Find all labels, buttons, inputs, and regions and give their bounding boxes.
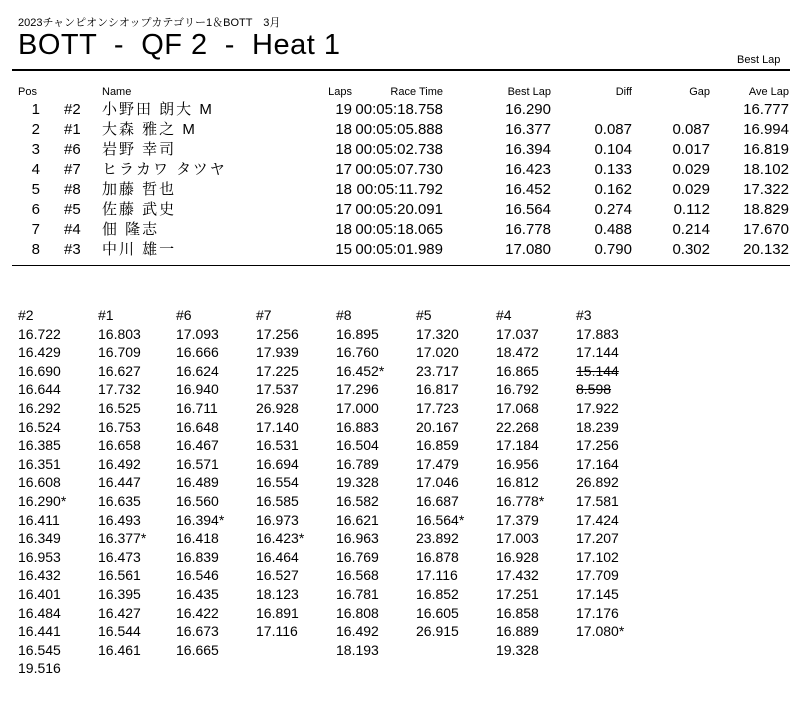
lap-time: 16.753 xyxy=(98,418,141,435)
lap-time: 16.385 xyxy=(18,437,61,454)
lap-time: 16.895 xyxy=(336,325,379,342)
page-title: BOTT - QF 2 - Heat 1 xyxy=(18,29,341,61)
lap-time: 26.928 xyxy=(256,399,299,416)
lap-time: 17.093 xyxy=(176,325,219,342)
lap-time: 16.690 xyxy=(18,362,61,379)
lap-column xyxy=(576,306,656,678)
lap-time: 16.789 xyxy=(336,455,379,472)
result-race-time: 00:05:18.758 xyxy=(355,101,443,118)
lap-time: 16.709 xyxy=(98,344,141,361)
col-header-diff: Diff xyxy=(615,86,632,98)
lap-time: 16.411 xyxy=(18,511,60,528)
result-best-lap: 16.452 xyxy=(505,181,551,198)
col-header-laps: Laps xyxy=(328,86,352,98)
result-gap: 0.112 xyxy=(673,201,710,218)
lap-time: 16.560 xyxy=(176,492,219,509)
result-laps: 18 xyxy=(335,181,352,198)
lap-time: 18.193 xyxy=(336,641,379,658)
result-row xyxy=(0,220,800,240)
results-table xyxy=(0,86,800,260)
lap-time: 16.464 xyxy=(256,548,299,565)
lap-time: 16.571 xyxy=(176,455,219,472)
result-ave-lap: 17.670 xyxy=(743,221,789,238)
lap-time: 17.116 xyxy=(416,567,458,584)
result-gap: 0.029 xyxy=(672,161,710,178)
lap-time: 18.472 xyxy=(496,344,539,361)
result-race-time: 00:05:11.792 xyxy=(356,181,443,198)
lap-time: 17.144 xyxy=(576,344,619,361)
lap-time: 17.020 xyxy=(416,344,459,361)
results-body xyxy=(0,100,800,260)
result-laps: 19 xyxy=(335,101,352,118)
lap-time: 17.003 xyxy=(496,530,539,547)
lap-time: 20.167 xyxy=(416,418,459,435)
lap-time: 16.377* xyxy=(98,530,147,547)
lap-time: 16.803 xyxy=(98,325,141,342)
lap-time: 17.939 xyxy=(256,344,299,361)
lap-time: 16.554 xyxy=(256,474,299,491)
result-row xyxy=(0,140,800,160)
result-laps: 18 xyxy=(335,121,352,138)
result-laps: 17 xyxy=(335,201,352,218)
result-kart-number: #5 xyxy=(64,201,81,218)
lap-column-header: #7 xyxy=(256,307,272,323)
lap-time: 19.516 xyxy=(18,660,61,677)
result-laps: 15 xyxy=(335,241,352,258)
lap-time: 16.531 xyxy=(256,437,299,454)
lap-time: 17.424 xyxy=(576,511,619,528)
lap-time: 17.581 xyxy=(576,492,619,509)
lap-time: 17.883 xyxy=(576,325,619,342)
lap-time: 16.545 xyxy=(18,641,61,658)
lap-column-header: #3 xyxy=(576,307,592,323)
result-laps: 18 xyxy=(335,221,352,238)
lap-time: 16.561 xyxy=(98,567,141,584)
lap-time: 16.467 xyxy=(176,437,219,454)
lap-time: 16.760 xyxy=(336,344,379,361)
lap-time: 16.673 xyxy=(176,623,219,640)
lap-time: 16.963 xyxy=(336,530,379,547)
lap-time: 16.492 xyxy=(98,455,141,472)
result-diff: 0.488 xyxy=(594,221,632,238)
lap-time: 17.732 xyxy=(98,381,141,398)
lap-time: 16.447 xyxy=(98,474,141,491)
lap-time: 17.116 xyxy=(256,623,298,640)
lap-time: 17.080* xyxy=(576,623,625,640)
result-race-time: 00:05:07.730 xyxy=(355,161,443,178)
results-divider xyxy=(12,265,790,266)
col-header-ave-lap: Ave Lap xyxy=(748,86,789,98)
result-driver-name: 佃 隆志 xyxy=(102,221,160,238)
result-pos: 6 xyxy=(31,201,40,218)
result-driver-name: 岩野 幸司 xyxy=(102,141,177,158)
lap-time: 16.778* xyxy=(496,492,545,509)
lap-time: 19.328 xyxy=(336,474,379,491)
result-ave-lap: 18.829 xyxy=(743,201,789,218)
result-driver-name: 小野田 朗大 M xyxy=(102,101,214,118)
lap-time: 17.723 xyxy=(416,399,459,416)
lap-time: 23.717 xyxy=(416,362,459,379)
result-best-lap: 16.564 xyxy=(505,201,551,218)
lap-time: 16.635 xyxy=(98,492,141,509)
lap-time: 16.527 xyxy=(256,567,299,584)
lap-time: 16.940 xyxy=(176,381,219,398)
result-row xyxy=(0,200,800,220)
lap-time: 16.711 xyxy=(176,399,218,416)
lap-time: 16.504 xyxy=(336,437,379,454)
result-best-lap: 16.290 xyxy=(505,101,551,118)
lap-times-grid xyxy=(18,306,656,678)
lap-time: 17.709 xyxy=(576,567,619,584)
lap-time: 16.432 xyxy=(18,567,61,584)
result-kart-number: #1 xyxy=(64,121,81,138)
result-diff: 0.790 xyxy=(594,241,632,258)
result-driver-name: 加藤 哲也 xyxy=(102,181,177,198)
lap-time: 16.473 xyxy=(98,548,141,565)
lap-time: 17.379 xyxy=(496,511,539,528)
result-driver-name: 佐藤 武史 xyxy=(102,201,177,218)
lap-time: 16.883 xyxy=(336,418,379,435)
lap-time: 17.432 xyxy=(496,567,539,584)
lap-time: 16.817 xyxy=(416,381,459,398)
lap-time: 17.046 xyxy=(416,474,459,491)
lap-time: 16.546 xyxy=(176,567,219,584)
lap-column xyxy=(336,306,416,678)
lap-time: 17.102 xyxy=(576,548,619,565)
lap-time: 16.769 xyxy=(336,548,379,565)
lap-column-header: #4 xyxy=(496,307,512,323)
result-kart-number: #2 xyxy=(64,101,81,118)
lap-time: 16.694 xyxy=(256,455,299,472)
best-lap-label: Best Lap xyxy=(737,54,781,66)
result-gap: 0.017 xyxy=(672,141,710,158)
result-kart-number: #7 xyxy=(64,161,81,178)
lap-time: 26.892 xyxy=(576,474,619,491)
result-gap: 0.302 xyxy=(672,241,710,258)
header-divider xyxy=(12,69,790,71)
lap-column xyxy=(176,306,256,678)
result-pos: 5 xyxy=(31,181,40,198)
lap-time: 17.207 xyxy=(576,530,619,547)
lap-time: 16.349 xyxy=(18,530,61,547)
result-row xyxy=(0,180,800,200)
lap-time: 16.808 xyxy=(336,604,379,621)
lap-time: 16.351 xyxy=(18,455,61,472)
lap-time: 16.401 xyxy=(18,585,61,602)
lap-time: 16.608 xyxy=(18,474,61,491)
lap-time: 16.441 xyxy=(18,623,61,640)
lap-time: 16.973 xyxy=(256,511,299,528)
lap-time: 16.395 xyxy=(98,585,141,602)
lap-time: 18.239 xyxy=(576,418,619,435)
lap-time: 16.564* xyxy=(416,511,465,528)
lap-time: 16.839 xyxy=(176,548,219,565)
lap-column xyxy=(98,306,176,678)
lap-time: 17.256 xyxy=(576,437,619,454)
lap-time: 16.658 xyxy=(98,437,141,454)
result-pos: 1 xyxy=(31,101,40,118)
lap-time: 17.537 xyxy=(256,381,299,398)
lap-time: 16.429 xyxy=(18,344,61,361)
col-header-best-lap: Best Lap xyxy=(507,86,551,98)
lap-column xyxy=(416,306,496,678)
lap-time: 16.544 xyxy=(98,623,141,640)
result-ave-lap: 16.994 xyxy=(743,121,789,138)
result-laps: 18 xyxy=(335,141,352,158)
lap-time: 17.000 xyxy=(336,399,379,416)
result-kart-number: #6 xyxy=(64,141,81,158)
lap-time: 16.418 xyxy=(176,530,219,547)
lap-time-struck: 8.598 xyxy=(576,381,612,398)
result-pos: 7 xyxy=(31,221,40,238)
result-diff: 0.133 xyxy=(594,161,632,178)
result-ave-lap: 18.102 xyxy=(743,161,789,178)
lap-time: 16.484 xyxy=(18,604,61,621)
lap-time: 19.328 xyxy=(496,641,539,658)
lap-time: 16.422 xyxy=(176,604,219,621)
result-gap: 0.214 xyxy=(672,221,710,238)
results-header-row xyxy=(0,86,800,100)
lap-time: 16.524 xyxy=(18,418,61,435)
result-kart-number: #3 xyxy=(64,241,81,258)
result-diff: 0.162 xyxy=(594,181,632,198)
lap-time: 16.452* xyxy=(336,362,385,379)
lap-time: 16.582 xyxy=(336,492,379,509)
lap-time: 17.164 xyxy=(576,455,619,472)
lap-time: 16.492 xyxy=(336,623,379,640)
lap-column-header: #1 xyxy=(98,307,114,323)
result-race-time: 00:05:18.065 xyxy=(355,221,443,238)
lap-time: 16.687 xyxy=(416,492,459,509)
result-race-time: 00:05:02.738 xyxy=(355,141,443,158)
lap-column-header: #2 xyxy=(18,307,34,323)
result-pos: 8 xyxy=(31,241,40,258)
result-race-time: 00:05:20.091 xyxy=(355,201,443,218)
col-header-race-time: Race Time xyxy=(390,86,443,98)
lap-time: 16.493 xyxy=(98,511,141,528)
lap-time: 16.621 xyxy=(336,511,379,528)
result-ave-lap: 20.132 xyxy=(743,241,789,258)
lap-time: 16.461 xyxy=(98,641,141,658)
lap-time: 17.176 xyxy=(576,604,619,621)
col-header-pos: Pos xyxy=(18,86,37,98)
lap-column xyxy=(256,306,336,678)
result-pos: 3 xyxy=(31,141,40,158)
lap-time: 16.722 xyxy=(18,325,61,342)
lap-time: 16.525 xyxy=(98,399,141,416)
result-gap: 0.087 xyxy=(672,121,710,138)
lap-time: 16.956 xyxy=(496,455,539,472)
lap-time: 16.585 xyxy=(256,492,299,509)
result-best-lap: 16.377 xyxy=(505,121,551,138)
result-best-lap: 17.080 xyxy=(505,241,551,258)
lap-time: 16.792 xyxy=(496,381,539,398)
lap-time: 16.394* xyxy=(176,511,225,528)
lap-time: 26.915 xyxy=(416,623,459,640)
lap-time: 16.627 xyxy=(98,362,141,379)
lap-column xyxy=(496,306,576,678)
result-row xyxy=(0,160,800,180)
result-gap: 0.029 xyxy=(672,181,710,198)
lap-column-header: #5 xyxy=(416,307,432,323)
result-driver-name: ヒラカワ タツヤ xyxy=(102,161,227,178)
result-race-time: 00:05:05.888 xyxy=(355,121,443,138)
lap-time: 16.953 xyxy=(18,548,61,565)
lap-time: 16.928 xyxy=(496,548,539,565)
page-subtitle: 2023チャンピオンシオップカテゴリー1＆BOTT 3月 xyxy=(18,17,281,29)
lap-time: 16.423* xyxy=(256,530,305,547)
result-ave-lap: 17.322 xyxy=(743,181,789,198)
result-laps: 17 xyxy=(335,161,352,178)
lap-time: 17.225 xyxy=(256,362,299,379)
result-best-lap: 16.394 xyxy=(505,141,551,158)
result-ave-lap: 16.777 xyxy=(743,101,789,118)
result-race-time: 00:05:01.989 xyxy=(355,241,443,258)
lap-column-header: #8 xyxy=(336,307,352,323)
lap-time: 17.145 xyxy=(576,585,619,602)
lap-time-struck: 15.144 xyxy=(576,362,619,379)
lap-time: 22.268 xyxy=(496,418,539,435)
lap-time: 17.320 xyxy=(416,325,459,342)
lap-time: 17.922 xyxy=(576,399,619,416)
result-pos: 2 xyxy=(31,121,40,138)
lap-time: 16.290* xyxy=(18,492,67,509)
result-row xyxy=(0,240,800,260)
result-diff: 0.274 xyxy=(594,201,632,218)
result-driver-name: 中川 雄一 xyxy=(102,241,177,258)
result-diff: 0.104 xyxy=(594,141,632,158)
lap-time: 17.068 xyxy=(496,399,539,416)
result-row xyxy=(0,100,800,120)
lap-time: 16.865 xyxy=(496,362,539,379)
lap-time: 16.878 xyxy=(416,548,459,565)
result-diff: 0.087 xyxy=(594,121,632,138)
lap-time: 17.140 xyxy=(256,418,299,435)
result-kart-number: #4 xyxy=(64,221,81,238)
lap-time: 17.251 xyxy=(496,585,539,602)
col-header-gap: Gap xyxy=(689,86,710,98)
lap-time: 16.435 xyxy=(176,585,219,602)
lap-time: 23.892 xyxy=(416,530,459,547)
lap-time: 17.184 xyxy=(496,437,539,454)
lap-time: 16.812 xyxy=(496,474,539,491)
lap-time: 18.123 xyxy=(256,585,299,602)
lap-time: 16.858 xyxy=(496,604,539,621)
lap-time: 16.624 xyxy=(176,362,219,379)
result-pos: 4 xyxy=(31,161,40,178)
result-row xyxy=(0,120,800,140)
lap-column-header: #6 xyxy=(176,307,192,323)
lap-time: 16.605 xyxy=(416,604,459,621)
lap-time: 16.666 xyxy=(176,344,219,361)
result-driver-name: 大森 雅之 M xyxy=(102,121,197,138)
lap-time: 16.648 xyxy=(176,418,219,435)
lap-time: 16.859 xyxy=(416,437,459,454)
lap-time: 16.852 xyxy=(416,585,459,602)
result-best-lap: 16.423 xyxy=(505,161,551,178)
lap-time: 16.292 xyxy=(18,399,61,416)
lap-time: 17.479 xyxy=(416,455,459,472)
result-best-lap: 16.778 xyxy=(505,221,551,238)
lap-time: 16.489 xyxy=(176,474,219,491)
result-kart-number: #8 xyxy=(64,181,81,198)
lap-time: 16.891 xyxy=(256,604,299,621)
lap-time: 17.256 xyxy=(256,325,299,342)
result-ave-lap: 16.819 xyxy=(743,141,789,158)
lap-time: 17.296 xyxy=(336,381,379,398)
lap-time: 16.665 xyxy=(176,641,219,658)
lap-time: 17.037 xyxy=(496,325,539,342)
lap-column xyxy=(18,306,98,678)
col-header-name: Name xyxy=(102,86,132,98)
lap-time: 16.427 xyxy=(98,604,141,621)
lap-time: 16.781 xyxy=(336,585,379,602)
lap-time: 16.568 xyxy=(336,567,379,584)
lap-time: 16.644 xyxy=(18,381,61,398)
lap-time: 16.889 xyxy=(496,623,539,640)
